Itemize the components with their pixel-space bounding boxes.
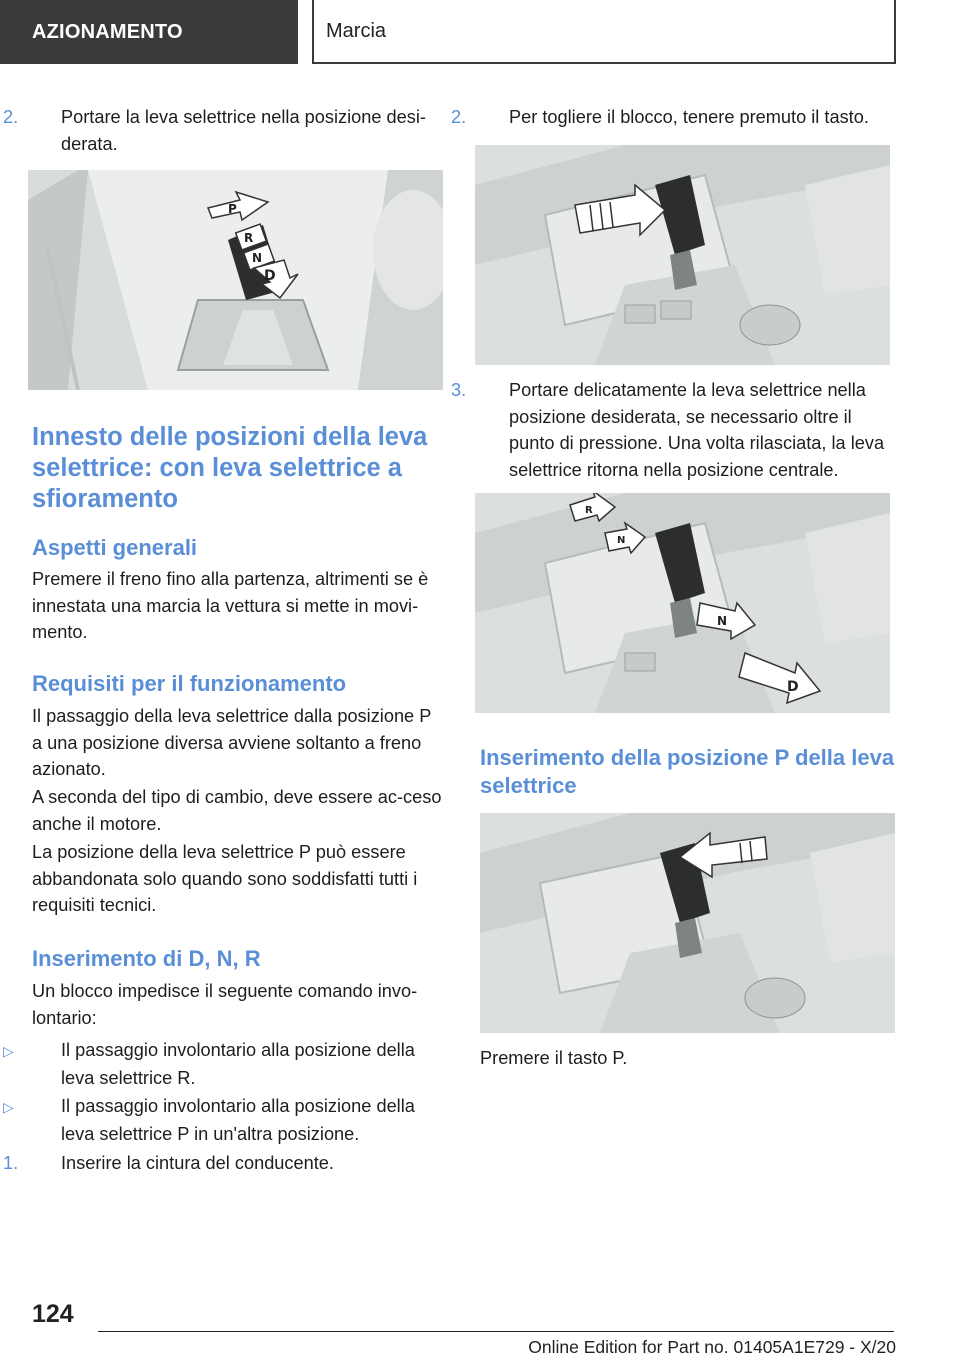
paragraph-inserimento-dnr: Un blocco impedisce il seguente comando invo-lontario: [32, 981, 418, 1028]
label-d: D [787, 679, 799, 695]
step-text: Portare la leva selettrice nella posizione desi-derata. [61, 107, 426, 154]
chapter-tab: Marcia [312, 0, 896, 64]
bullet-triangle-icon: ▷ [3, 1043, 14, 1059]
paragraph-aspetti: Premere il freno fino alla partenza, altrimenti se è innestata una marcia la vettura si mette in movi-mento. [32, 569, 429, 642]
label-n: N [252, 251, 263, 265]
bullet-text: Il passaggio involontario alla posizione della leva selettrice P in un'altra posizione. [61, 1096, 415, 1144]
bullet-item [3, 1093, 444, 1147]
step-text: Inserire la cintura del conducente. [61, 1153, 334, 1173]
paragraph-requisiti-2: A seconda del tipo di cambio, deve essere ac-ceso anche il motore. [32, 787, 442, 834]
bullet-triangle-icon: ▷ [3, 1099, 14, 1115]
gear-lever-figure-1 [28, 170, 443, 390]
step-number: 2. [451, 107, 467, 127]
step-3-right [451, 377, 896, 483]
footer-divider [98, 1331, 894, 1332]
step-2-left [3, 104, 444, 157]
gear-lever-figure-3 [475, 493, 890, 713]
step-text: Portare delicatamente la leva selettrice nella posizione desiderata, se necessario oltre il punto di pressione. Una volta rilasciata, la leva selettrice ritorna nella posizione centrale. [509, 380, 885, 480]
footer-edition: Online Edition for Part no. 01405A1E729 - X/20 [528, 1337, 896, 1357]
label-r: R [585, 505, 593, 516]
step-2-right [451, 104, 896, 131]
paragraph-requisiti-1: Il passaggio della leva selettrice dalla posizione P a una posizione diversa avviene soltanto a freno azionato. [32, 706, 432, 779]
step-number: 1. [3, 1153, 19, 1173]
step-1-left [3, 1150, 444, 1177]
label-n: N [717, 614, 728, 628]
step-number: 2. [3, 107, 19, 127]
heading-requisiti: Requisiti per il funzionamento [32, 671, 347, 696]
heading-inserimento-dnr: Inserimento di D, N, R [32, 946, 261, 971]
main-heading: Innesto delle posizioni della leva selettrice: con leva selettrice a sfioramento [32, 423, 428, 513]
gear-lever-figure-4 [480, 813, 895, 1033]
bullet-text: Il passaggio involontario alla posizione della leva selettrice R. [61, 1040, 415, 1088]
step-number: 3. [451, 380, 467, 400]
gear-lever-figure-2 [475, 145, 890, 365]
heading-aspetti-generali: Aspetti generali [32, 535, 198, 560]
label-r: R [244, 231, 254, 245]
label-d: D [264, 268, 276, 284]
label-p: P [228, 202, 237, 216]
paragraph-requisiti-3: La posizione della leva selettrice P può essere abbandonata solo quando sono soddisfatti tutti i requisiti tecnici. [32, 842, 418, 915]
step-text: Per togliere il blocco, tenere premuto il tasto. [509, 107, 869, 127]
label-n: N [617, 535, 626, 546]
bullet-item [3, 1037, 444, 1091]
heading-inserimento-p: Inserimento della posizione P della leva selettrice [480, 745, 895, 798]
page-number: 124 [32, 1300, 74, 1328]
section-tab: AZIONAMENTO [0, 0, 298, 64]
paragraph-final: Premere il tasto P. [480, 1048, 628, 1068]
